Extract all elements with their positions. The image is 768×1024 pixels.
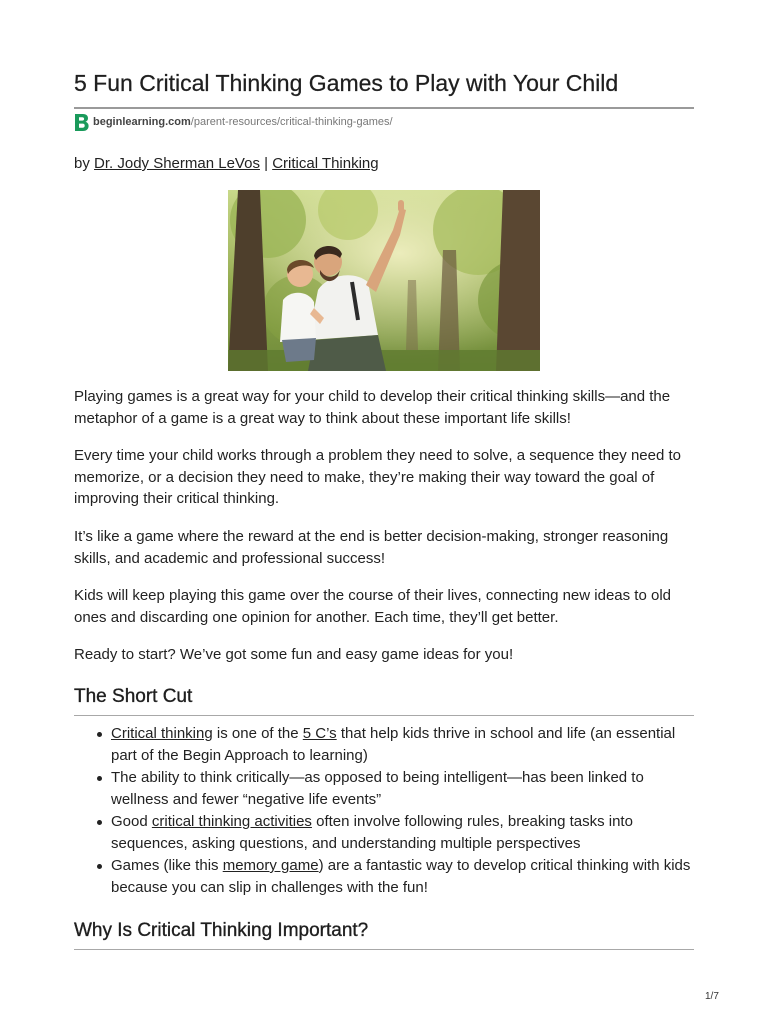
list-item	[74, 767, 704, 811]
list-text: The ability to think critically—as opposed to being intelligent—has been linked to wellness and fewer “negative life events”	[111, 769, 644, 808]
short-cut-list	[74, 723, 704, 899]
author-link[interactable]: Dr. Jody Sherman LeVos	[94, 155, 260, 172]
five-cs-link[interactable]: 5 C’s	[302, 725, 337, 742]
article-title: 5 Fun Critical Thinking Games to Play with Your Child	[74, 70, 619, 96]
page-number: 1/7	[705, 991, 719, 1002]
source-url[interactable]	[74, 113, 393, 131]
list-item	[74, 855, 704, 899]
paragraph: Ready to start? We’ve got some fun and easy game ideas for you!	[74, 646, 514, 663]
section-heading-why-important: Why Is Critical Thinking Important?	[74, 920, 369, 941]
paragraph: Kids will keep playing this game over the course of their lives, connecting new ideas to old ones and discarding one opinion for another. Each time, they’ll get better.	[74, 587, 671, 626]
intro-paragraph: Playing games is a great way for your child to develop their critical thinking skills—and the metaphor of a game is a great way to think about these important life skills!	[74, 388, 671, 427]
list-item	[74, 723, 704, 767]
begin-logo-icon	[74, 114, 89, 131]
list-text: Games (like this	[111, 857, 223, 874]
section-divider	[74, 715, 694, 716]
byline-separator: |	[259, 155, 273, 172]
memory-game-link[interactable]: memory game	[222, 857, 319, 874]
list-text: that help kids thrive in school and life (an essential part of the Begin Approach to learning)	[111, 725, 676, 764]
critical-thinking-link[interactable]: Critical thinking	[111, 725, 213, 742]
section-heading-short-cut: The Short Cut	[74, 686, 193, 707]
critical-thinking-activities-link[interactable]: critical thinking activities	[151, 813, 312, 830]
paragraph: It’s like a game where the reward at the end is better decision-making, stronger reasoning skills, and academic and professional success!	[74, 528, 669, 567]
byline	[74, 155, 379, 172]
category-link[interactable]: Critical Thinking	[272, 155, 379, 172]
list-text: Good	[111, 813, 152, 830]
list-text: often involve following rules, breaking tasks into sequences, asking questions, and understanding multiple perspectives	[111, 813, 633, 852]
father-son-forest-photo	[228, 190, 540, 371]
title-divider	[74, 107, 694, 109]
source-path: /parent-resources/critical-thinking-games/	[190, 116, 393, 128]
section-divider	[74, 949, 694, 950]
source-domain: beginlearning.com	[93, 116, 191, 128]
list-item	[74, 811, 704, 855]
hero-image	[228, 190, 540, 371]
paragraph: Every time your child works through a problem they need to solve, a sequence they need to memorize, or a decision they need to make, they’re making their way toward the goal of improving their critical thinking.	[74, 447, 682, 507]
list-text: is one of the	[212, 725, 303, 742]
list-text: ) are a fantastic way to develop critical thinking with kids because you can slip in challenges with the fun!	[111, 857, 691, 896]
byline-prefix: by	[74, 155, 95, 172]
